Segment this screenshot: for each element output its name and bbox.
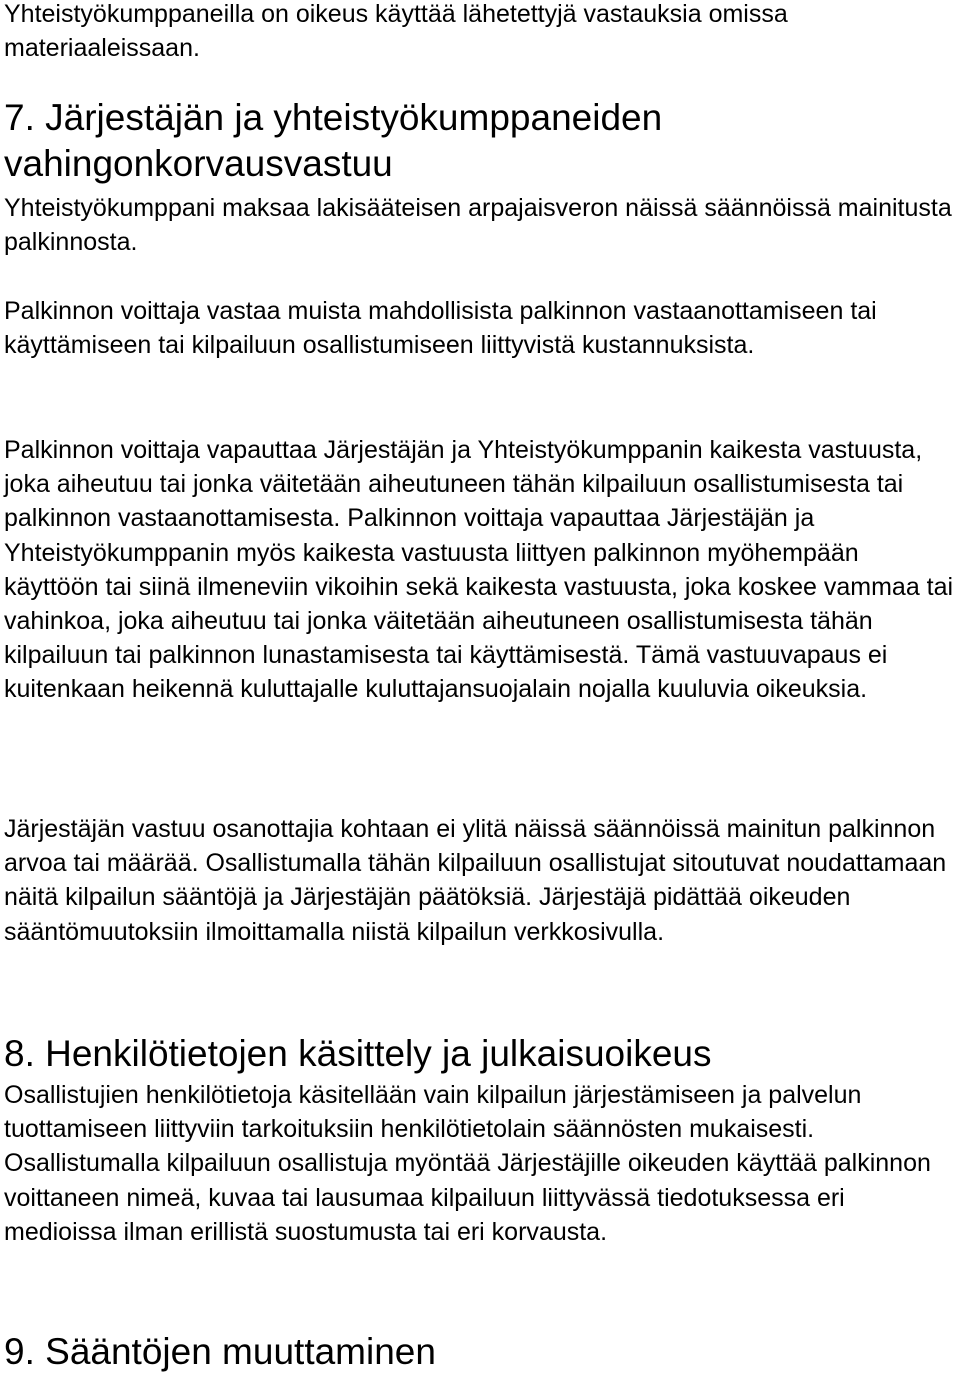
paragraph-lottery-tax: Yhteistyökumppani maksaa lakisääteisen arpajaisveron näissä säännöissä mainitusta palkinnosta.: [4, 194, 952, 257]
section-7-heading: 7. Järjestäjän ja yhteistyökumppaneiden vahingonkorvausvastuu: [4, 97, 663, 184]
section-9-heading: 9. Sääntöjen muuttaminen: [4, 1331, 436, 1372]
paragraph-winner-costs: Palkinnon voittaja vastaa muista mahdollisista palkinnon vastaanottamiseen tai käyttämiseen tai kilpailuun osallistumiseen liittyvistä kustannuksista.: [4, 297, 877, 360]
paragraph-partners-rights: Yhteistyökumppaneilla on oikeus käyttää lähetettyjä vastauksia omissa materiaaleissaan.: [4, 0, 788, 63]
paragraph-personal-data: Osallistujien henkilötietoja käsitellään vain kilpailun järjestämiseen ja palvelun tuottamiseen liittyviin tarkoituksiin henkilötietolain säännösten mukaisesti. Osallistumalla kilpailuun osallistuja myöntää Järjestäjille oikeuden käyttää palkinnon voittaneen nimeä, kuvaa tai lausumaa kilpailuun liittyvässä tiedotuksessa eri medioissa ilman erillistä suostumusta tai eri korvausta.: [4, 1081, 931, 1246]
paragraph-organizer-liability: Järjestäjän vastuu osanottajia kohtaan ei ylitä näissä säännöissä mainitun palkinnon arvoa tai määrää. Osallistumalla tähän kilpailuun osallistujat sitoutuvat noudattamaan näitä kilpailun sääntöjä ja Järjestäjän päätöksiä. Järjestäjä pidättää oikeuden sääntömuutoksiin ilmoittamalla niistä kilpailun verkkosivulla.: [4, 815, 947, 946]
paragraph-winner-releases: Palkinnon voittaja vapauttaa Järjestäjän ja Yhteistyökumppanin kaikesta vastuusta, joka aiheutuu tai jonka väitetään aiheutuneen tähän kilpailuun osallistumisesta tai palkinnon vastaanottamisesta. Palkinnon voittaja vapauttaa Järjestäjän ja Yhteistyökumppanin myös kaikesta vastuusta liittyen palkinnon myöhempään käyttöön tai siinä ilmeneviin vikoihin sekä kaikesta vastuusta, joka koskee vammaa tai vahinkoa, joka aiheutuu tai jonka väitetään aiheutuneen osallistumisesta tähän kilpailuun tai palkinnon lunastamisesta tai käyttämisestä. Tämä vastuuvapaus ei kuitenkaan heikennä kuluttajalle kuluttajansuojalain nojalla kuuluvia oikeuksia.: [4, 436, 954, 704]
section-8-heading: 8. Henkilötietojen käsittely ja julkaisuoikeus: [4, 1033, 712, 1074]
